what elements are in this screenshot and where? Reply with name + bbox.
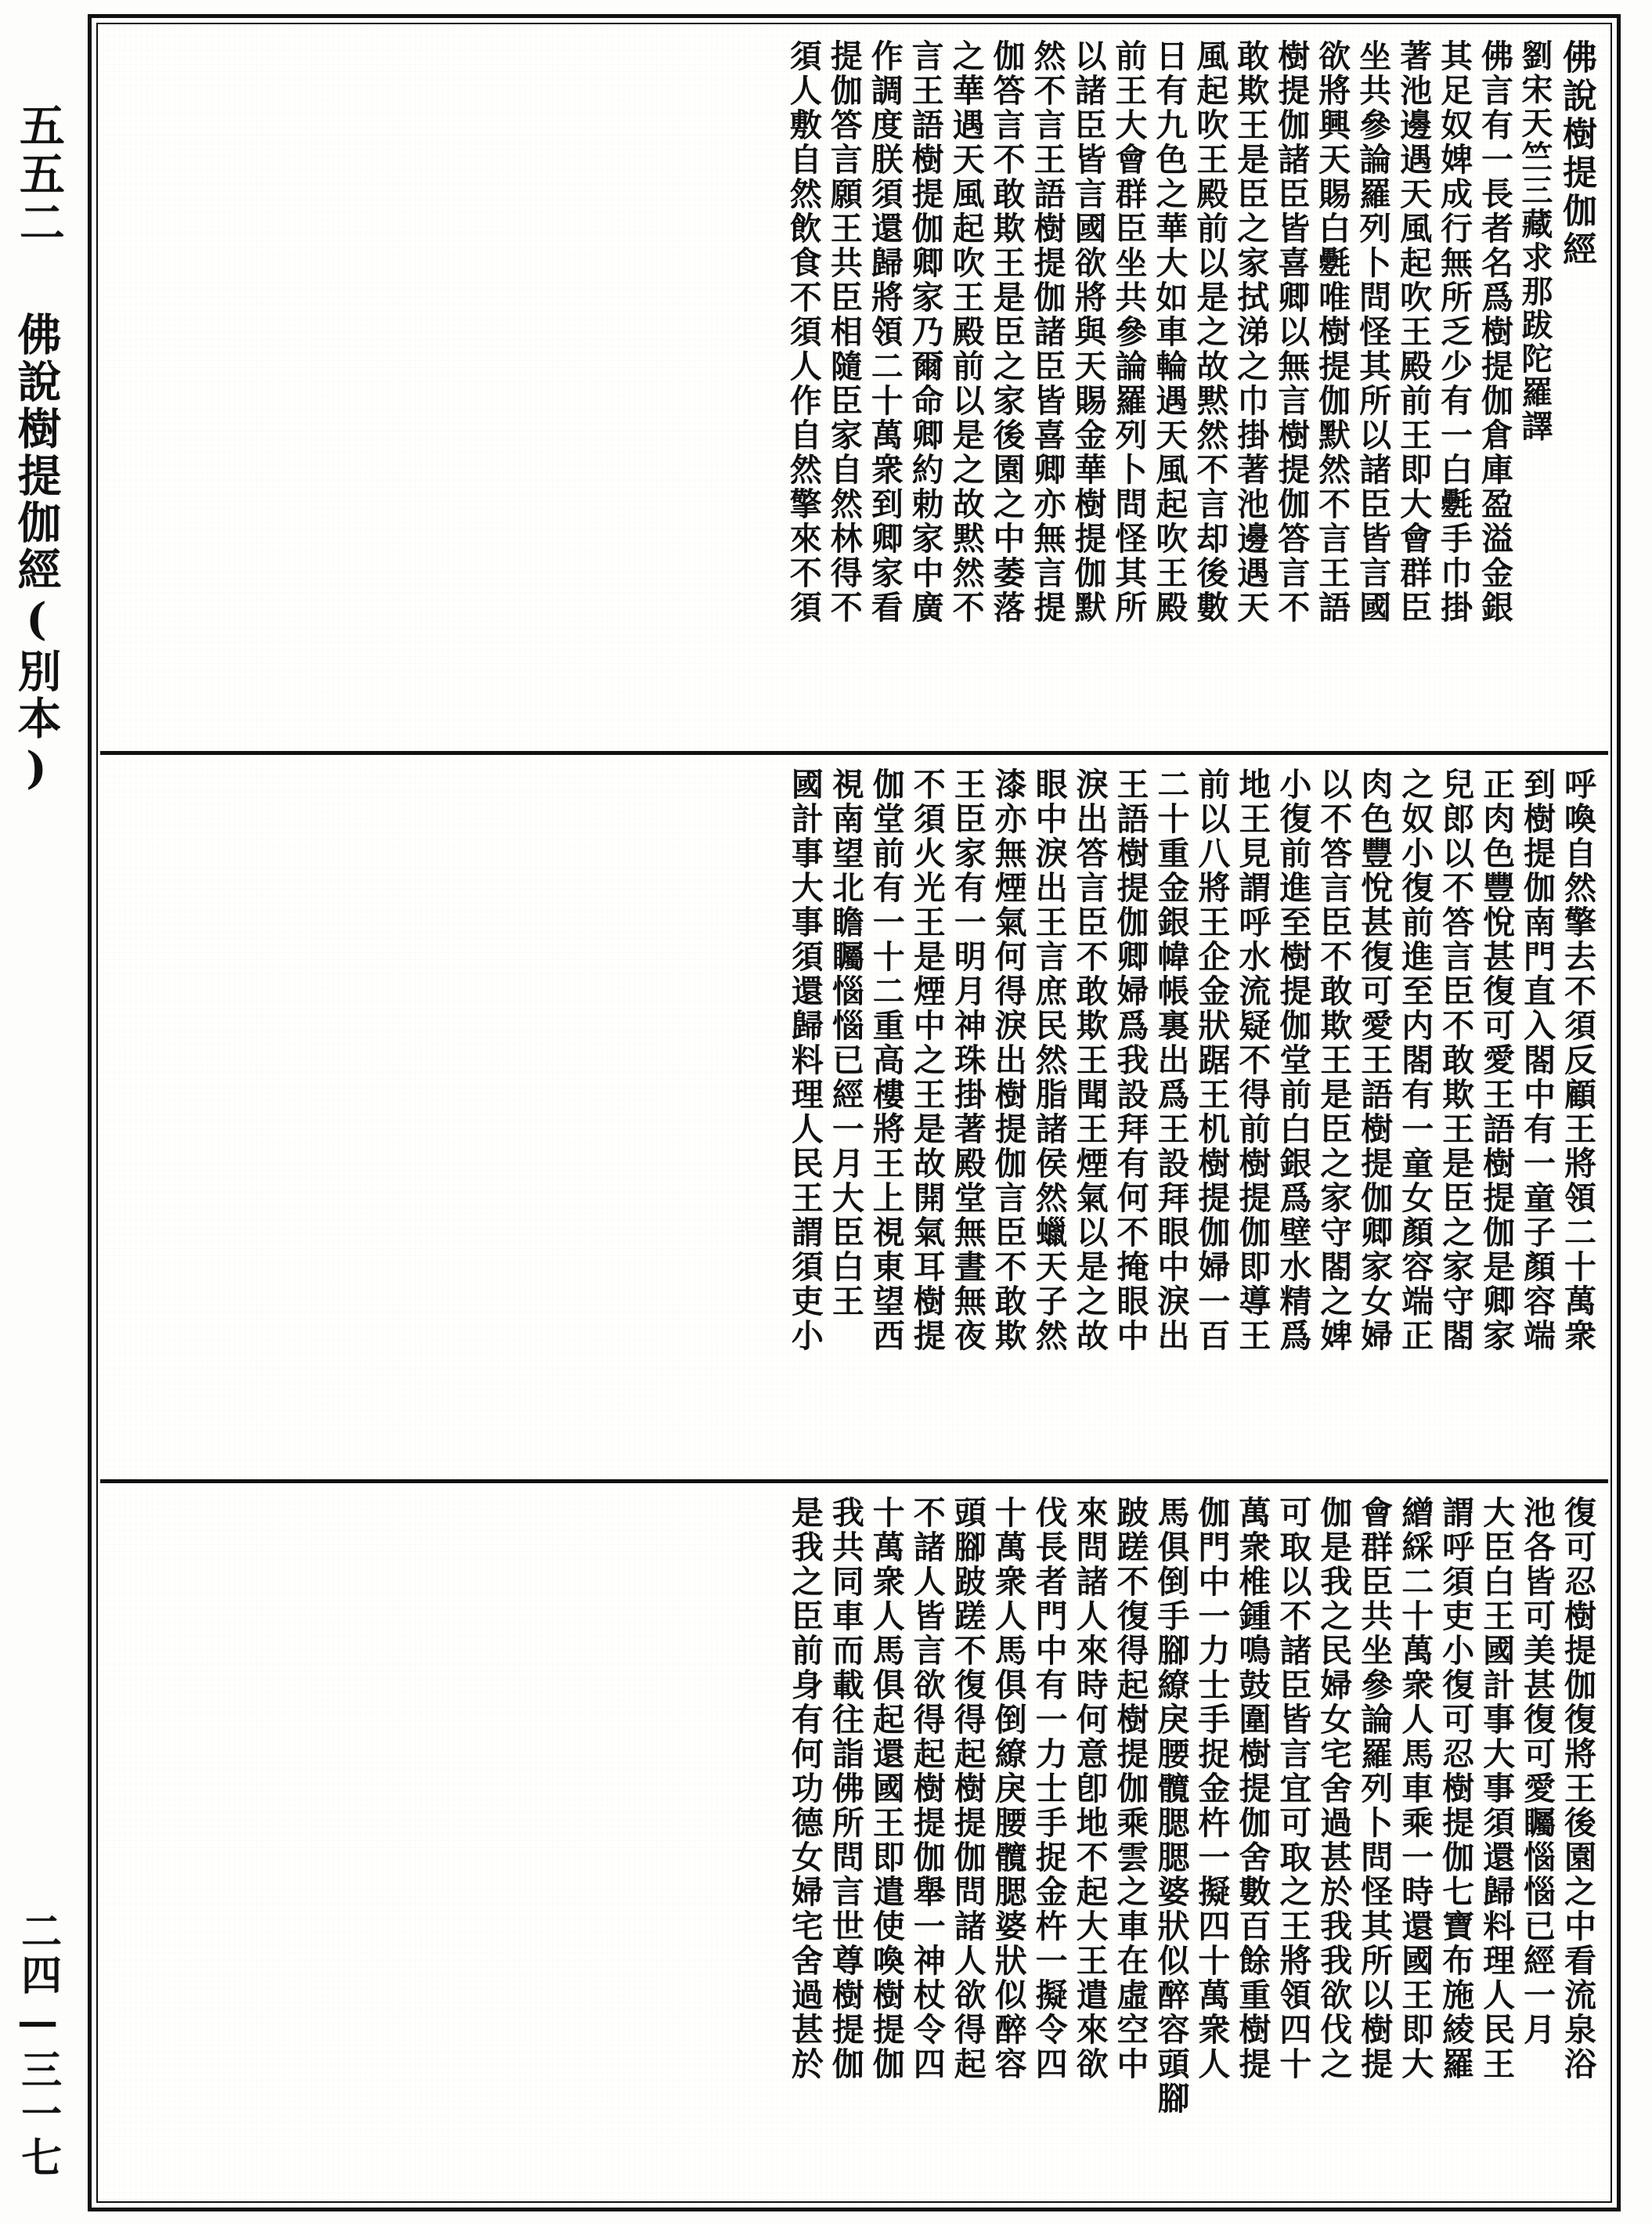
- text-column: 前以八將王企金狀踞王机樹提伽婦一百: [1192, 767, 1231, 1353]
- text-column: 復可忍樹提伽復將王後園之中看流泉浴: [1559, 1496, 1596, 2081]
- sutra-title-margin: 佛說樹提伽經(別本): [10, 312, 63, 797]
- text-column: 正肉色豐悅甚復可愛王語樹提伽是卿家: [1477, 767, 1516, 1353]
- text-column: 馬俱倒手腳繚戾腰髖腮腮婆狀似醉容頭腳: [1152, 1496, 1190, 2116]
- middle-register: [100, 755, 1608, 1483]
- lower-register: [100, 1483, 1608, 2207]
- text-column: 佛言有一長者名爲樹提伽倉庫盈溢金銀: [1475, 39, 1513, 625]
- text-column: 之奴小復前進至内閤有一童女顏容端正: [1396, 767, 1434, 1353]
- text-column: 風起吹王殿前以是之故黙然不言却後數: [1191, 39, 1229, 625]
- text-column: 視南望北瞻矚惱惱已經一月大臣白王: [826, 767, 864, 1319]
- text-column: 眼中淚出王言庶民然脂諸侯然蠟天子然: [1030, 767, 1068, 1353]
- text-column: 地王見謂呼水流疑不得前樹提伽即導王: [1233, 767, 1271, 1353]
- text-column: 國計事大事須還歸料理人民王謂須吏小: [785, 767, 824, 1353]
- text-column: 十萬衆人馬俱倒繚戾腰髖腮婆狀似醉容: [989, 1496, 1027, 2081]
- text-column: 二十重金銀幃帳裏出爲王設拜眼中淚出: [1152, 767, 1190, 1353]
- text-column: 伽答言不敢欺王是臣之家後園之中萎落: [987, 39, 1026, 625]
- text-column: 可取以不諸臣皆言宜可取之王將領四十: [1274, 1496, 1312, 2081]
- text-column: 須人敷自然飲食不須人作自然擎來不須: [784, 39, 822, 625]
- text-column: 不諸人皆言欲得起樹提伽舉一神杖令四: [907, 1496, 946, 2081]
- text-column: 池各皆可美甚復可愛矚惱惱已經一月: [1518, 1496, 1556, 2047]
- text-column: 作調度朕須還歸將領二十萬衆到卿家看: [865, 39, 904, 625]
- sutra-title: 佛說樹提伽經: [1556, 39, 1596, 269]
- volume-number: 五五二: [11, 102, 65, 247]
- upper-register: [100, 27, 1608, 755]
- text-column: 萬衆椎鍾鳴鼓圍樹提伽舍數百餘重樹提: [1233, 1496, 1271, 2081]
- text-column: 不須火光王是煙中之王是故開氣耳樹提: [907, 767, 946, 1353]
- text-column: 之華遇天風起吹王殿前以是之故黙然不: [947, 39, 985, 625]
- text-column: 我共同車而載往詣佛所問言世尊樹提伽: [826, 1496, 864, 2081]
- text-column: 王臣家有一明月神珠掛著殿堂無晝無夜: [948, 767, 987, 1353]
- text-column: 漆亦無煙氣何得淚出樹提伽言臣不敢欺: [989, 767, 1027, 1353]
- text-column: 十萬衆人馬俱起還國王即遣使喚樹提伽: [867, 1496, 905, 2081]
- page-number: 二四—三一七: [13, 1910, 62, 2180]
- text-column: 前王大會群臣坐共參論羅列卜問怪其所: [1109, 39, 1148, 625]
- text-column: 到樹提伽南門直入閤中有一童子顏容端: [1518, 767, 1556, 1353]
- text-column: 提伽答言願王共臣相隨臣家自然林得不: [824, 39, 863, 625]
- text-column: 會群臣共坐參論羅列卜問怪其所以樹提: [1355, 1496, 1394, 2081]
- text-column: 是我之臣前身有何功德女婦宅舍過甚於: [785, 1496, 824, 2081]
- text-column: 然不言王語樹提伽諸臣皆喜卿亦無言提: [1028, 39, 1066, 625]
- text-column: 謂呼須吏小復可忍樹提伽七寶布施綾羅: [1437, 1496, 1475, 2081]
- text-column: 小復前進至樹提伽堂前白銀爲壁水精爲: [1274, 767, 1312, 1353]
- text-column: 以諸臣皆言國欲將與天賜金華樹提伽默: [1069, 39, 1107, 625]
- text-block-frame: [88, 14, 1621, 2211]
- text-column: 來問諸人來時何意卽地不起大王遣來欲: [1070, 1496, 1109, 2081]
- text-column: 其足奴婢成行無所乏少有一白氎手巾掛: [1435, 39, 1473, 625]
- text-column: 以不答言臣不敢欺王是臣之家守閤之婢: [1315, 767, 1353, 1353]
- text-column: 肉色豐悅甚復可愛王語樹提伽卿家女婦: [1355, 767, 1394, 1353]
- text-column: 坐共參論羅列卜問怪其所以諸臣皆言國: [1354, 39, 1392, 625]
- translator-line: 劉宋天竺三藏求那跋陀羅譯: [1516, 39, 1553, 443]
- text-column: 頭腳跛蹉不復得起樹提伽問諸人欲得起: [948, 1496, 987, 2081]
- text-column: 樹提伽諸臣皆喜卿以無言樹提伽答言不: [1272, 39, 1311, 625]
- text-column: 伐長者門中有一力士手捉金杵一擬令四: [1030, 1496, 1068, 2081]
- text-column: 著池邊遇天風起吹王殿前王即大會群臣: [1394, 39, 1433, 625]
- page-margin-spine: [0, 14, 88, 2211]
- text-column: 伽門中一力士手捉金杵一擬四十萬衆人: [1192, 1496, 1231, 2081]
- text-column: 欲將興天賜白氎唯樹提伽默然不言王語: [1313, 39, 1351, 625]
- text-column: 大臣白王國計事大事須還歸料理人民王: [1477, 1496, 1516, 2081]
- text-column: 敢欺王是臣之家拭涕之巾掛著池邊遇天: [1232, 39, 1270, 625]
- text-column: 繒綵二十萬衆人馬車乘一時還國王即大: [1396, 1496, 1434, 2081]
- text-column: 王語樹提伽卿婦爲我設拜有何不掩眼中: [1111, 767, 1149, 1353]
- text-column: 淚出答言臣不敢欺王聞王煙氣以是之故: [1070, 767, 1109, 1353]
- text-column: 言王語樹提伽卿家乃爾命卿約勅家中廣: [906, 39, 944, 625]
- text-column: 兒郎以不答言臣不敢欺王是臣之家守閤: [1437, 767, 1475, 1353]
- text-column: 呼喚自然擎去不須反顧王將領二十萬衆: [1559, 767, 1596, 1353]
- text-column: 伽是我之民婦女宅舍過甚於我我欲伐之: [1315, 1496, 1353, 2081]
- text-column: 日有九色之華大如車輪遇天風起吹王殿: [1150, 39, 1189, 625]
- text-column: 跛蹉不復得起樹提伽乘雲之車在虛空中: [1111, 1496, 1149, 2081]
- text-column: 伽堂前有一十二重高樓將王上視東望西: [867, 767, 905, 1353]
